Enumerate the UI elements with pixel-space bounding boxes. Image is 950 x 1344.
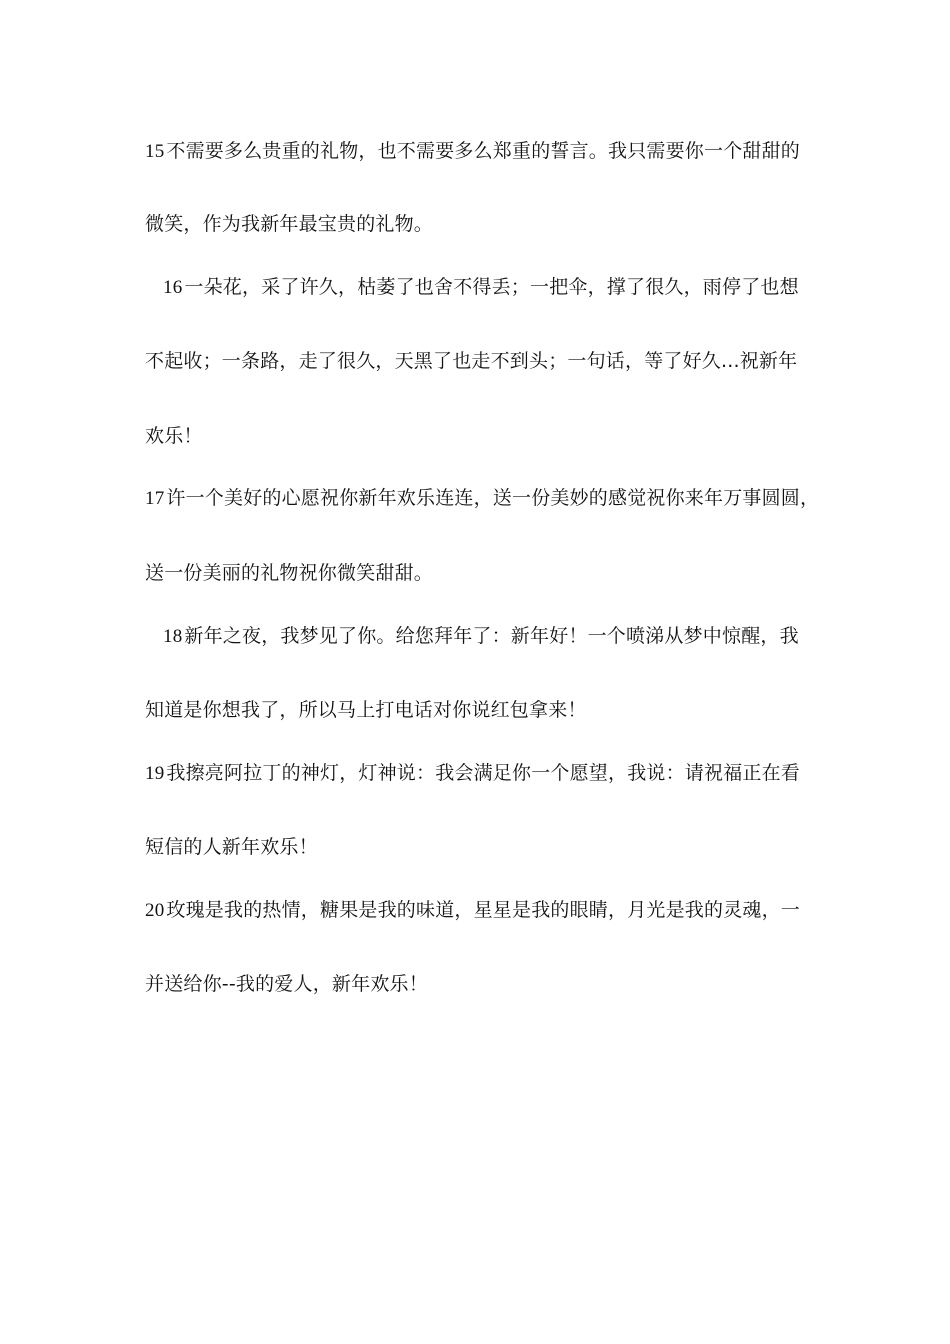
paragraph-number: 15	[145, 141, 165, 162]
paragraph-text: 微笑，作为我新年最宝贵的礼物。	[145, 213, 434, 235]
paragraph-text: 送一份美丽的礼物祝你微笑甜甜。	[145, 562, 434, 584]
paragraph-text: 欢乐！	[145, 425, 203, 447]
paragraph-text: 不需要多么贵重的礼物，也不需要多么郑重的誓言。我只需要你一个甜甜的	[166, 140, 801, 162]
paragraph-19-line-2	[145, 834, 318, 860]
paragraph-15-line-2	[145, 211, 433, 237]
paragraph-text: 短信的人新年欢乐！	[145, 836, 318, 858]
paragraph-number: 16	[163, 277, 183, 298]
paragraph-20-line-2	[145, 971, 428, 997]
paragraph-number: 18	[163, 626, 183, 647]
paragraph-16-line-1	[163, 274, 799, 301]
paragraph-16-line-3	[145, 423, 203, 449]
paragraph-18-line-1	[163, 623, 799, 650]
paragraph-text: 许一个美好的心愿祝你新年欢乐连连，送一份美妙的感觉祝你来年万事圆圆，	[166, 487, 820, 509]
paragraph-text: 并送给你--我的爱人，新年欢乐！	[145, 973, 428, 995]
paragraph-number: 17	[145, 488, 165, 509]
paragraph-number: 20	[145, 900, 165, 921]
paragraph-17-line-1	[145, 485, 819, 512]
paragraph-text: 知道是你想我了，所以马上打电话对你说红包拿来！	[145, 699, 587, 721]
paragraph-text: 一朵花，采了许久，枯萎了也舍不得丢；一把伞，撑了很久，雨停了也想	[184, 276, 799, 298]
paragraph-19-line-1	[145, 760, 800, 787]
paragraph-20-line-1	[145, 897, 800, 924]
paragraph-text: 新年之夜，我梦见了你。给您拜年了：新年好！一个喷涕从梦中惊醒，我	[184, 625, 799, 647]
paragraph-17-line-2	[145, 560, 433, 586]
paragraph-text: 玫瑰是我的热情，糖果是我的味道，星星是我的眼睛，月光是我的灵魂，一	[166, 899, 801, 921]
paragraph-text: 不起收；一条路，走了很久，天黑了也走不到头；一句话，等了好久...祝新年	[145, 350, 798, 372]
paragraph-15-line-1	[145, 138, 800, 165]
paragraph-text: 我擦亮阿拉丁的神灯，灯神说：我会满足你一个愿望，我说：请祝福正在看	[166, 762, 801, 784]
paragraph-number: 19	[145, 763, 165, 784]
paragraph-18-line-2	[145, 697, 587, 723]
paragraph-16-line-2	[145, 348, 797, 374]
